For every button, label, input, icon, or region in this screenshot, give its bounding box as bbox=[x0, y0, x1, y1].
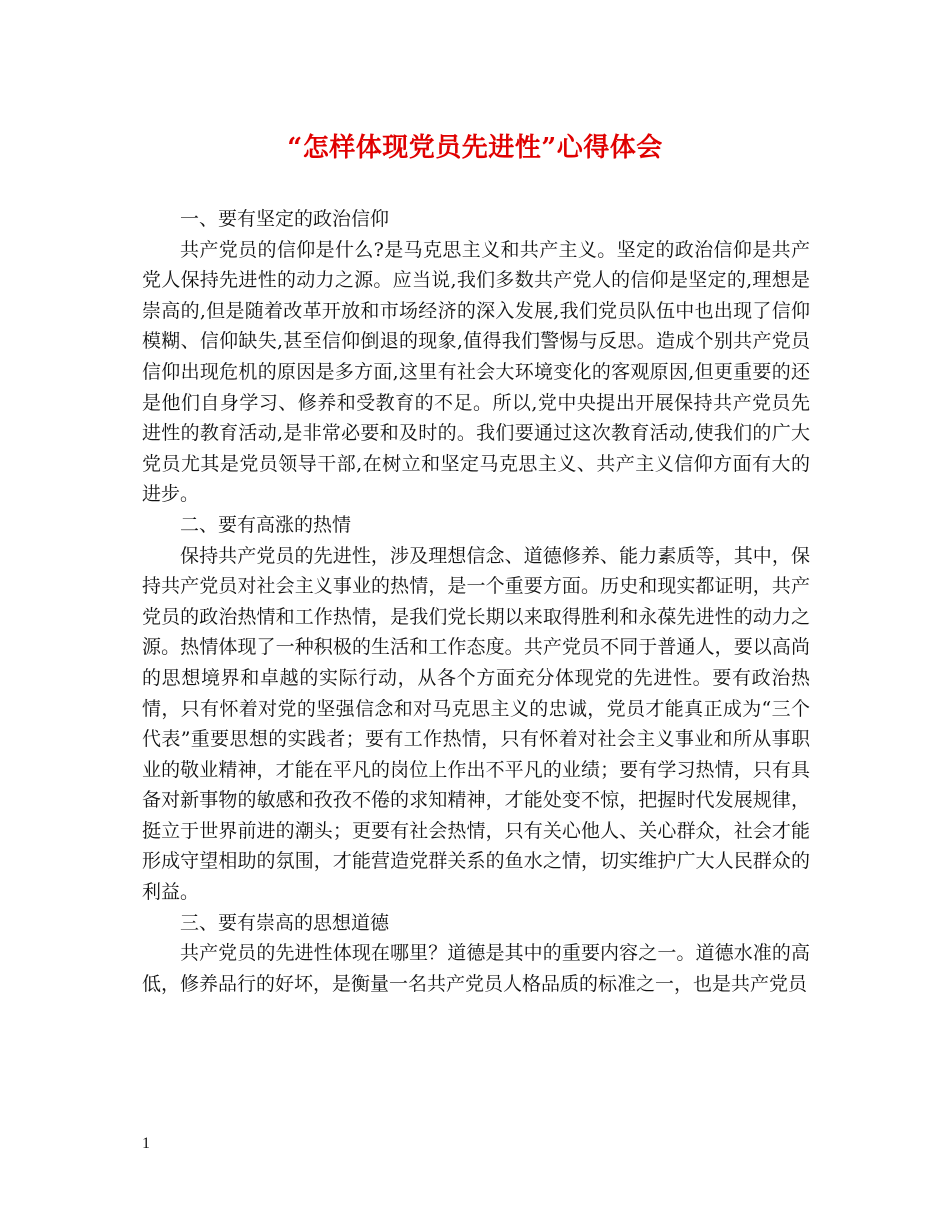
section-heading: 一、要有坚定的政治信仰 bbox=[180, 208, 390, 230]
document-title: “怎样体现党员先进性”心得体会 bbox=[287, 133, 663, 163]
body-paragraph: 共产党员的信仰是什么?是马克思主义和共产主义。坚定的政治信仰是共产党人保持先进性的动力之源。应当说,我们多数共产党人的信仰是坚定的,理想是崇高的,但是随着改革开放和市场经济的深入发展,我们党员队伍中也出现了信仰模糊、信仰缺失,甚至信仰倒退的现象,值得我们警惕与反思。造成个别共产党员信仰出现危机的原因是多方面,这里有社会大环境变化的客观原因,但更重要的还是他们自身学习、修养和受教育的不足。所以,党中央提出开展保持共产党员先进性的教育活动,是非常必要和及时的。我们要通过这次教育活动,使我们的广大党员尤其是党员领导干部,在树立和坚定马克思主义、共产主义信仰方面有大的进步。 bbox=[142, 238, 810, 506]
document-body bbox=[142, 204, 810, 999]
page-number: 1 bbox=[142, 1135, 150, 1152]
section-heading: 二、要有高涨的热情 bbox=[180, 513, 352, 536]
section-heading: 三、要有崇高的思想道德 bbox=[180, 911, 390, 934]
body-paragraph: 共产党员的先进性体现在哪里？道德是其中的重要内容之一。道德水准的高低，修养品行的好坏，是衡量一名共产党员人格品质的标准之一，也是共产党员 bbox=[142, 942, 810, 995]
body-paragraph: 保持共产党员的先进性，涉及理想信念、道德修养、能力素质等，其中，保持共产党员对社会主义事业的热情，是一个重要方面。历史和现实都证明，共产党员的政治热情和工作热情，是我们党长期以来取得胜利和永葆先进性的动力之源。热情体现了一种积极的生活和工作态度。共产党员不同于普通人，要以高尚的思想境界和卓越的实际行动，从各个方面充分体现党的先进性。要有政治热情，只有怀着对党的坚强信念和对马克思主义的忠诚，党员才能真正成为“三个代表”重要思想的实践者；要有工作热情，只有怀着对社会主义事业和所从事职业的敬业精神，才能在平凡的岗位上作出不平凡的业绩；要有学习热情，只有具备对新事物的敏感和孜孜不倦的求知精神，才能处变不惊，把握时代发展规律，挺立于世界前进的潮头；更要有社会热情，只有关心他人、关心群众，社会才能形成守望相助的氛围，才能营造党群关系的鱼水之情，切实维护广大人民群众的利益。 bbox=[142, 544, 810, 904]
